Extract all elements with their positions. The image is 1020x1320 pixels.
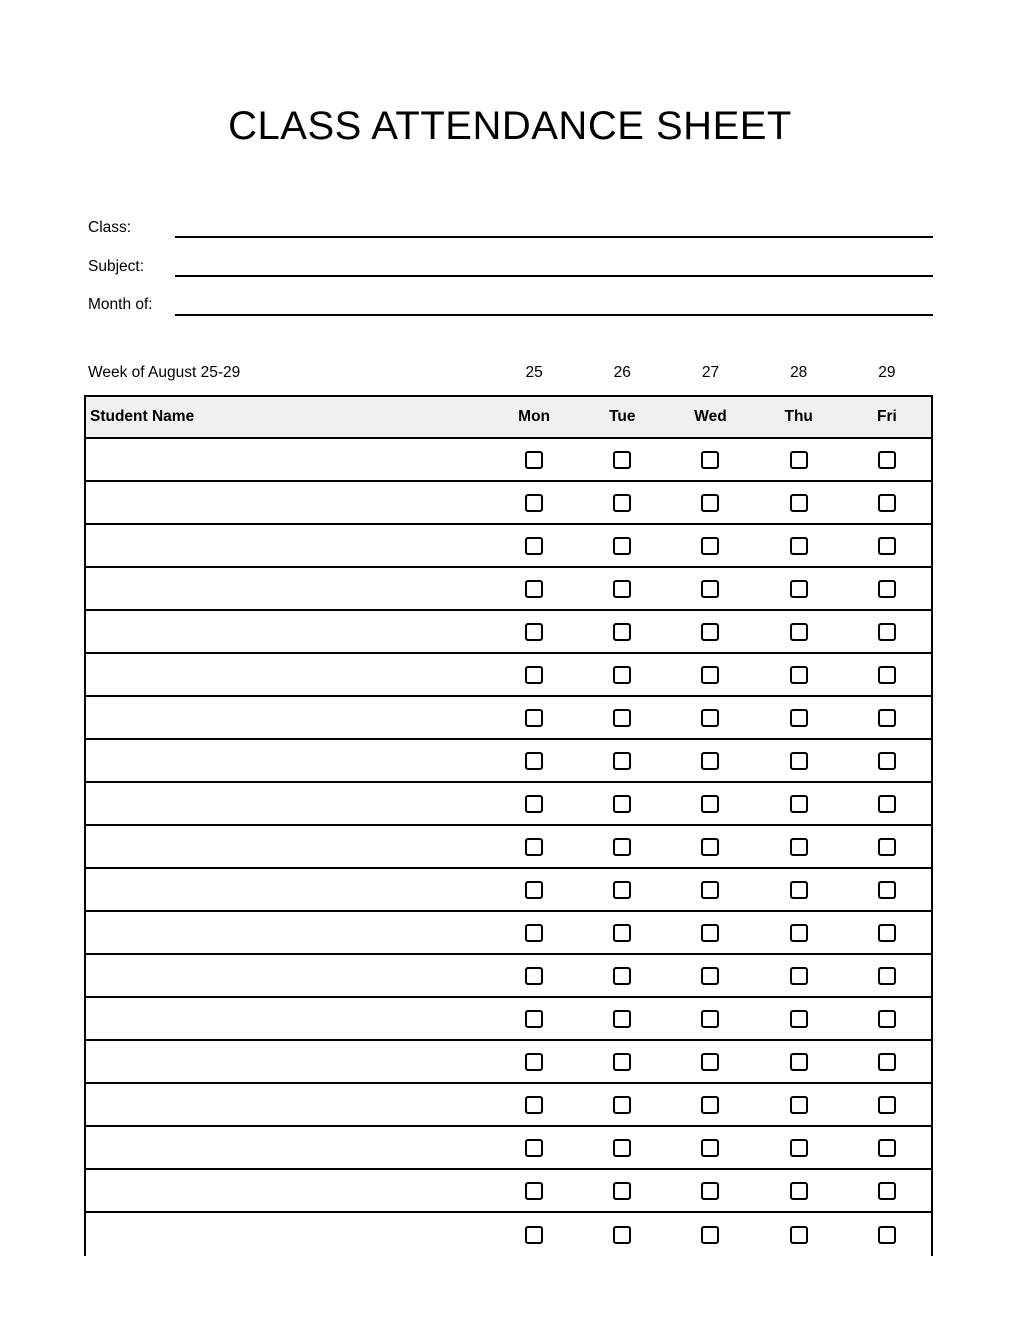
thu-cell — [755, 1010, 843, 1028]
attendance-checkbox[interactable] — [790, 623, 808, 641]
tue-cell — [578, 924, 666, 942]
attendance-checkbox[interactable] — [790, 1226, 808, 1244]
fri-cell — [843, 451, 931, 469]
tue-cell — [578, 967, 666, 985]
table-row — [86, 439, 931, 482]
fri-cell — [843, 537, 931, 555]
attendance-checkbox[interactable] — [613, 1226, 631, 1244]
student-name-header: Student Name — [90, 408, 195, 425]
week-of-label: Week of August 25-29 — [88, 364, 241, 381]
wed-cell — [666, 1139, 754, 1157]
mon-cell — [490, 709, 578, 727]
mon-cell — [490, 752, 578, 770]
tue-cell — [578, 1053, 666, 1071]
student-name-cell[interactable] — [86, 1041, 490, 1082]
wed-cell — [666, 924, 754, 942]
attendance-checkbox[interactable] — [525, 795, 543, 813]
attendance-checkbox[interactable] — [613, 1096, 631, 1114]
fri-cell — [843, 967, 931, 985]
table-row — [86, 611, 931, 654]
attendance-checkbox[interactable] — [525, 537, 543, 555]
attendance-checkbox[interactable] — [878, 580, 896, 598]
thu-cell — [755, 709, 843, 727]
attendance-checkbox[interactable] — [878, 494, 896, 512]
attendance-checkbox[interactable] — [878, 924, 896, 942]
attendance-checkbox[interactable] — [613, 795, 631, 813]
wed-cell — [666, 752, 754, 770]
attendance-checkbox[interactable] — [701, 623, 719, 641]
thu-cell — [755, 752, 843, 770]
attendance-checkbox[interactable] — [878, 451, 896, 469]
mon-cell — [490, 838, 578, 856]
attendance-checkbox[interactable] — [790, 752, 808, 770]
attendance-checkbox[interactable] — [525, 580, 543, 598]
tue-cell — [578, 1096, 666, 1114]
tue-cell — [578, 795, 666, 813]
tue-cell — [578, 580, 666, 598]
attendance-checkbox[interactable] — [701, 709, 719, 727]
student-name-cell[interactable] — [86, 1170, 490, 1211]
student-name-cell[interactable] — [86, 740, 490, 781]
attendance-checkbox[interactable] — [878, 752, 896, 770]
wed-cell — [666, 881, 754, 899]
attendance-checkbox[interactable] — [525, 1182, 543, 1200]
fri-cell — [843, 580, 931, 598]
mon-cell — [490, 537, 578, 555]
attendance-checkbox[interactable] — [613, 752, 631, 770]
wed-cell — [666, 967, 754, 985]
attendance-rows — [86, 439, 931, 1256]
thu-cell — [755, 580, 843, 598]
attendance-checkbox[interactable] — [878, 666, 896, 684]
thu-cell — [755, 795, 843, 813]
attendance-checkbox[interactable] — [613, 881, 631, 899]
mon-cell — [490, 967, 578, 985]
attendance-checkbox[interactable] — [790, 1096, 808, 1114]
student-name-cell[interactable] — [86, 998, 490, 1039]
attendance-checkbox[interactable] — [701, 1139, 719, 1157]
thu-cell — [755, 924, 843, 942]
attendance-checkbox[interactable] — [613, 1139, 631, 1157]
attendance-checkbox[interactable] — [790, 1010, 808, 1028]
tue-cell — [578, 666, 666, 684]
student-name-cell[interactable] — [86, 525, 490, 566]
thu-cell — [755, 1226, 843, 1244]
wed-cell — [666, 623, 754, 641]
wed-cell — [666, 580, 754, 598]
tue-header: Tue — [609, 408, 636, 425]
mon-cell — [490, 1226, 578, 1244]
thu-cell — [755, 537, 843, 555]
attendance-checkbox[interactable] — [701, 451, 719, 469]
table-row — [86, 912, 931, 955]
mon-cell — [490, 881, 578, 899]
date-26: 26 — [613, 364, 631, 381]
student-name-cell[interactable] — [86, 1127, 490, 1168]
mon-cell — [490, 1139, 578, 1157]
attendance-checkbox[interactable] — [525, 881, 543, 899]
attendance-checkbox[interactable] — [790, 967, 808, 985]
attendance-checkbox[interactable] — [525, 623, 543, 641]
table-row — [86, 783, 931, 826]
table-row — [86, 1084, 931, 1127]
fri-cell — [843, 881, 931, 899]
attendance-checkbox[interactable] — [525, 666, 543, 684]
attendance-checkbox[interactable] — [613, 580, 631, 598]
attendance-checkbox[interactable] — [701, 537, 719, 555]
student-name-cell[interactable] — [86, 482, 490, 523]
attendance-checkbox[interactable] — [525, 967, 543, 985]
attendance-checkbox[interactable] — [790, 494, 808, 512]
wed-cell — [666, 795, 754, 813]
mon-cell — [490, 1182, 578, 1200]
attendance-checkbox[interactable] — [525, 494, 543, 512]
mon-cell — [490, 1096, 578, 1114]
attendance-checkbox[interactable] — [613, 1053, 631, 1071]
table-row — [86, 482, 931, 525]
attendance-checkbox[interactable] — [790, 666, 808, 684]
attendance-checkbox[interactable] — [878, 1139, 896, 1157]
student-name-cell[interactable] — [86, 955, 490, 996]
attendance-checkbox[interactable] — [878, 1010, 896, 1028]
class-input-line[interactable] — [175, 236, 933, 238]
fri-cell — [843, 795, 931, 813]
attendance-checkbox[interactable] — [525, 1096, 543, 1114]
thu-cell — [755, 1053, 843, 1071]
wed-header: Wed — [694, 408, 727, 425]
attendance-checkbox[interactable] — [613, 838, 631, 856]
tue-cell — [578, 494, 666, 512]
date-28: 28 — [790, 364, 808, 381]
attendance-checkbox[interactable] — [525, 709, 543, 727]
attendance-checkbox[interactable] — [790, 881, 808, 899]
month-of-input-line[interactable] — [175, 314, 933, 316]
tue-cell — [578, 1182, 666, 1200]
mon-cell — [490, 1010, 578, 1028]
fri-cell — [843, 494, 931, 512]
attendance-checkbox[interactable] — [790, 580, 808, 598]
wed-cell — [666, 451, 754, 469]
attendance-checkbox[interactable] — [701, 1182, 719, 1200]
class-label: Class: — [88, 219, 132, 236]
student-name-cell[interactable] — [86, 697, 490, 738]
table-header-row — [86, 397, 931, 439]
attendance-checkbox[interactable] — [613, 666, 631, 684]
attendance-checkbox[interactable] — [790, 1053, 808, 1071]
attendance-checkbox[interactable] — [878, 1182, 896, 1200]
table-row — [86, 697, 931, 740]
thu-cell — [755, 1182, 843, 1200]
attendance-checkbox[interactable] — [878, 1226, 896, 1244]
subject-input-line[interactable] — [175, 275, 933, 277]
wed-cell — [666, 1053, 754, 1071]
thu-cell — [755, 881, 843, 899]
student-name-cell[interactable] — [86, 783, 490, 824]
attendance-checkbox[interactable] — [701, 1226, 719, 1244]
attendance-checkbox[interactable] — [701, 752, 719, 770]
tue-cell — [578, 1139, 666, 1157]
attendance-checkbox[interactable] — [790, 1182, 808, 1200]
tue-cell — [578, 752, 666, 770]
thu-cell — [755, 1096, 843, 1114]
tue-cell — [578, 537, 666, 555]
wed-cell — [666, 1182, 754, 1200]
attendance-checkbox[interactable] — [790, 451, 808, 469]
tue-cell — [578, 451, 666, 469]
thu-cell — [755, 666, 843, 684]
thu-cell — [755, 623, 843, 641]
fri-cell — [843, 1139, 931, 1157]
mon-cell — [490, 666, 578, 684]
wed-cell — [666, 1226, 754, 1244]
table-row — [86, 998, 931, 1041]
attendance-checkbox[interactable] — [613, 709, 631, 727]
student-name-cell[interactable] — [86, 611, 490, 652]
fri-cell — [843, 752, 931, 770]
table-row — [86, 955, 931, 998]
fri-cell — [843, 1010, 931, 1028]
attendance-checkbox[interactable] — [701, 795, 719, 813]
student-name-cell[interactable] — [86, 439, 490, 480]
fri-cell — [843, 709, 931, 727]
table-row — [86, 740, 931, 783]
thu-cell — [755, 451, 843, 469]
fri-header: Fri — [876, 408, 897, 425]
attendance-checkbox[interactable] — [525, 1053, 543, 1071]
attendance-checkbox[interactable] — [613, 1182, 631, 1200]
table-row — [86, 568, 931, 611]
attendance-checkbox[interactable] — [878, 838, 896, 856]
wed-cell — [666, 838, 754, 856]
mon-cell — [490, 494, 578, 512]
attendance-checkbox[interactable] — [525, 1226, 543, 1244]
attendance-checkbox[interactable] — [878, 967, 896, 985]
student-name-cell[interactable] — [86, 568, 490, 609]
student-name-cell[interactable] — [86, 869, 490, 910]
date-29: 29 — [878, 364, 896, 381]
attendance-checkbox[interactable] — [790, 838, 808, 856]
attendance-checkbox[interactable] — [613, 451, 631, 469]
wed-cell — [666, 537, 754, 555]
attendance-checkbox[interactable] — [613, 924, 631, 942]
attendance-checkbox[interactable] — [613, 1010, 631, 1028]
attendance-checkbox[interactable] — [701, 666, 719, 684]
thu-cell — [755, 838, 843, 856]
table-row — [86, 1127, 931, 1170]
mon-cell — [490, 795, 578, 813]
month-of-label: Month of: — [88, 296, 153, 313]
table-row — [86, 654, 931, 697]
wed-cell — [666, 494, 754, 512]
table-row — [86, 1213, 931, 1256]
wed-cell — [666, 666, 754, 684]
wed-cell — [666, 1096, 754, 1114]
attendance-checkbox[interactable] — [878, 1053, 896, 1071]
fri-cell — [843, 666, 931, 684]
table-row — [86, 826, 931, 869]
attendance-checkbox[interactable] — [613, 967, 631, 985]
student-name-cell[interactable] — [86, 1084, 490, 1125]
mon-cell — [490, 1053, 578, 1071]
table-row — [86, 1170, 931, 1213]
attendance-checkbox[interactable] — [525, 838, 543, 856]
student-name-cell[interactable] — [86, 1213, 490, 1256]
attendance-checkbox[interactable] — [525, 752, 543, 770]
wed-cell — [666, 709, 754, 727]
date-25: 25 — [525, 364, 543, 381]
attendance-checkbox[interactable] — [878, 881, 896, 899]
attendance-checkbox[interactable] — [525, 1010, 543, 1028]
attendance-checkbox[interactable] — [878, 1096, 896, 1114]
attendance-checkbox[interactable] — [701, 1053, 719, 1071]
attendance-checkbox[interactable] — [613, 623, 631, 641]
mon-cell — [490, 451, 578, 469]
tue-cell — [578, 1226, 666, 1244]
attendance-checkbox[interactable] — [701, 1096, 719, 1114]
attendance-checkbox[interactable] — [525, 924, 543, 942]
attendance-checkbox[interactable] — [701, 967, 719, 985]
tue-cell — [578, 838, 666, 856]
attendance-table — [84, 395, 933, 1256]
fri-cell — [843, 623, 931, 641]
student-name-cell[interactable] — [86, 654, 490, 695]
mon-cell — [490, 924, 578, 942]
attendance-checkbox[interactable] — [701, 580, 719, 598]
attendance-checkbox[interactable] — [701, 881, 719, 899]
fri-cell — [843, 1226, 931, 1244]
week-row — [86, 364, 931, 382]
tue-cell — [578, 1010, 666, 1028]
attendance-checkbox[interactable] — [790, 795, 808, 813]
attendance-checkbox[interactable] — [701, 1010, 719, 1028]
attendance-checkbox[interactable] — [878, 623, 896, 641]
attendance-checkbox[interactable] — [790, 1139, 808, 1157]
subject-label: Subject: — [88, 258, 145, 275]
tue-cell — [578, 881, 666, 899]
thu-cell — [755, 967, 843, 985]
mon-cell — [490, 623, 578, 641]
tue-cell — [578, 623, 666, 641]
fri-cell — [843, 1182, 931, 1200]
attendance-checkbox[interactable] — [878, 709, 896, 727]
thu-cell — [755, 494, 843, 512]
attendance-checkbox[interactable] — [790, 709, 808, 727]
mon-cell — [490, 580, 578, 598]
student-name-cell[interactable] — [86, 912, 490, 953]
fri-cell — [843, 924, 931, 942]
thu-header: Thu — [784, 408, 813, 425]
attendance-checkbox[interactable] — [525, 1139, 543, 1157]
attendance-checkbox[interactable] — [613, 537, 631, 555]
attendance-checkbox[interactable] — [701, 838, 719, 856]
attendance-checkbox[interactable] — [878, 537, 896, 555]
date-27: 27 — [701, 364, 720, 381]
attendance-checkbox[interactable] — [790, 537, 808, 555]
table-row — [86, 1041, 931, 1084]
page-title: CLASS ATTENDANCE SHEET — [228, 104, 792, 148]
student-name-cell[interactable] — [86, 826, 490, 867]
attendance-checkbox[interactable] — [878, 795, 896, 813]
table-row — [86, 869, 931, 912]
tue-cell — [578, 709, 666, 727]
attendance-checkbox[interactable] — [613, 494, 631, 512]
wed-cell — [666, 1010, 754, 1028]
fri-cell — [843, 1053, 931, 1071]
attendance-checkbox[interactable] — [525, 451, 543, 469]
attendance-checkbox[interactable] — [701, 494, 719, 512]
attendance-checkbox[interactable] — [701, 924, 719, 942]
fri-cell — [843, 1096, 931, 1114]
fri-cell — [843, 838, 931, 856]
mon-header: Mon — [518, 408, 551, 425]
thu-cell — [755, 1139, 843, 1157]
attendance-checkbox[interactable] — [790, 924, 808, 942]
table-row — [86, 525, 931, 568]
